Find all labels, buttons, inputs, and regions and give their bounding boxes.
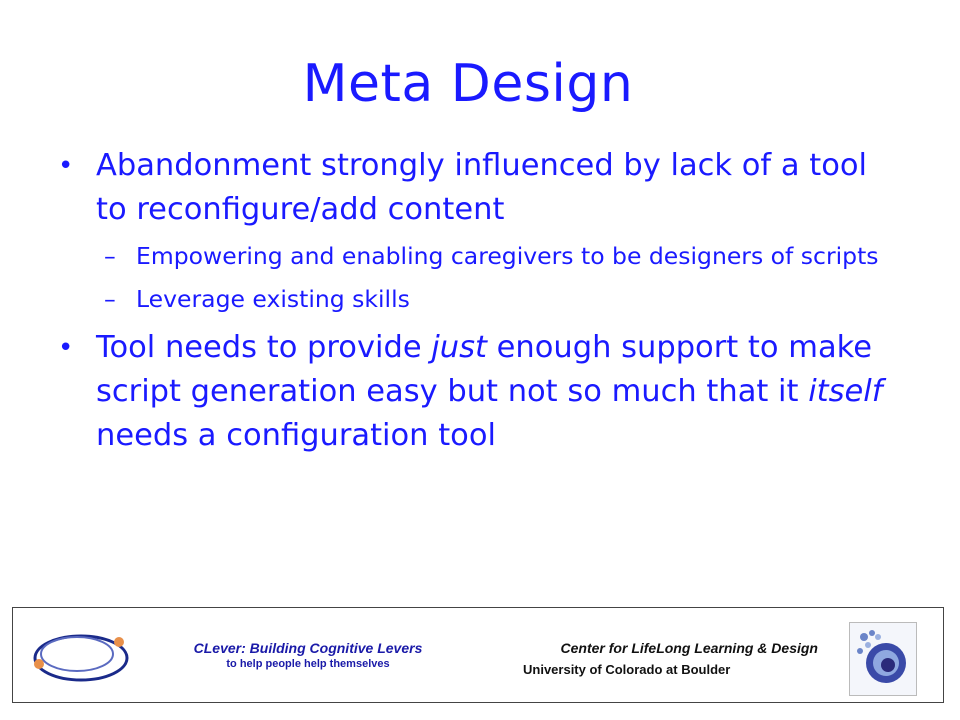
sub-bullet-item [58, 283, 898, 316]
sub-bullet-item [58, 240, 898, 273]
bullet-icon: • [58, 333, 74, 363]
bullet-text-part: enough support to make script generation easy but not so much that it [96, 330, 872, 409]
dash-icon: – [104, 242, 116, 270]
dash-icon: – [104, 285, 116, 313]
bullet-icon: • [58, 151, 74, 181]
bullet-item [58, 326, 898, 458]
footer-university: University of Colorado at Boulder [523, 662, 731, 677]
footer-center-name: Center for LifeLong Learning & Design [560, 640, 818, 656]
footer-project-tagline: to help people help themselves [226, 658, 390, 670]
bullet-text: Abandonment strongly influenced by lack of a tool to reconfigure/add content [96, 148, 868, 227]
bullet-text-part: needs a configuration tool [96, 418, 496, 453]
clever-orbit-logo-icon [27, 620, 135, 696]
sub-bullet-text: Empowering and enabling caregivers to be designers of scripts [136, 242, 879, 270]
footer-banner [12, 607, 944, 703]
bullet-text [96, 330, 883, 453]
emphasis-just: just [431, 330, 487, 365]
bullet-item [58, 144, 898, 232]
footer-project-name: CLever: Building Cognitive Levers [193, 640, 423, 656]
sub-bullet-text: Leverage existing skills [136, 285, 410, 313]
slide-content [58, 144, 898, 466]
bullet-text-part: Tool needs to provide [96, 330, 432, 365]
emphasis-itself: itself [808, 374, 883, 409]
slide-title: Meta Design [302, 54, 634, 114]
l3d-shell-logo-icon [849, 622, 917, 696]
